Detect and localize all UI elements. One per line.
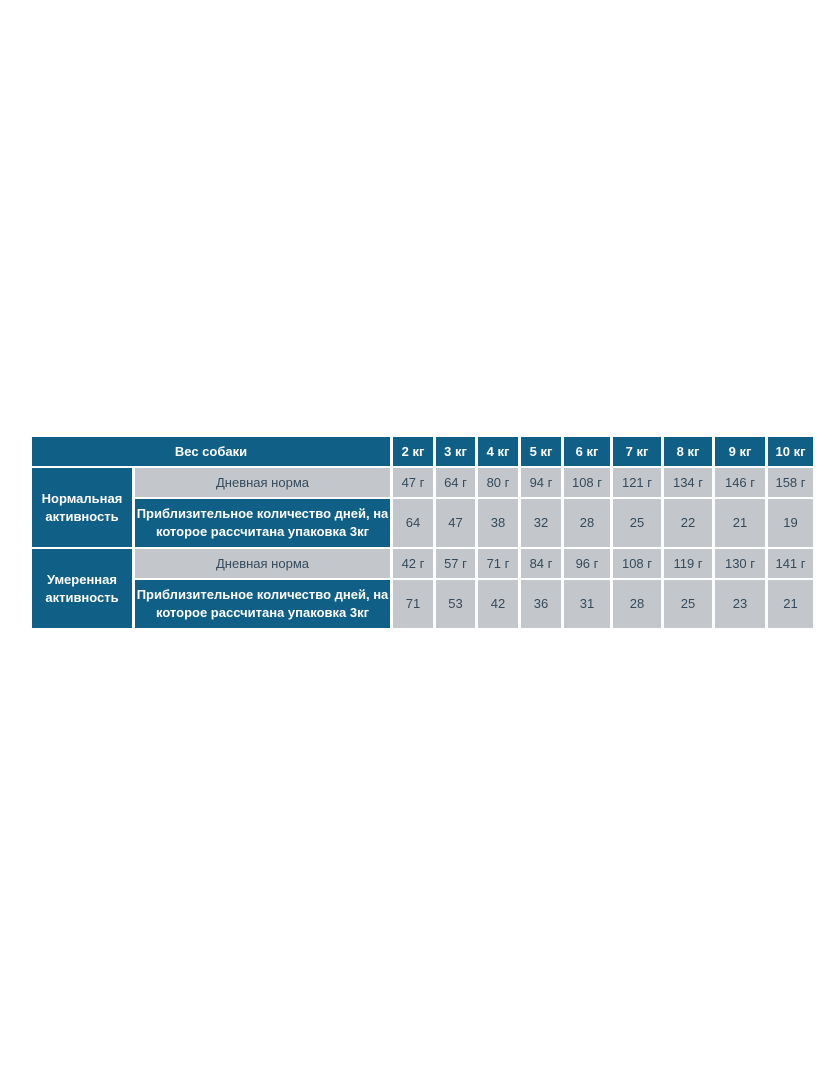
daily-norm-cell: 121 г	[613, 468, 661, 497]
daily-norm-cell: 64 г	[436, 468, 475, 497]
daily-norm-cell: 158 г	[768, 468, 813, 497]
package-days-cell: 32	[521, 499, 561, 547]
package-days-cell: 31	[564, 580, 610, 628]
package-days-cell: 47	[436, 499, 475, 547]
daily-norm-cell: 141 г	[768, 549, 813, 578]
daily-norm-cell: 130 г	[715, 549, 765, 578]
daily-norm-cell: 84 г	[521, 549, 561, 578]
daily-norm-cell: 42 г	[393, 549, 433, 578]
daily-norm-cell: 47 г	[393, 468, 433, 497]
table-row	[32, 468, 813, 497]
package-days-cell: 53	[436, 580, 475, 628]
weight-header-cell: 6 кг	[564, 437, 610, 466]
package-days-label: Приблизительное количество дней, на которое рассчитана упаковка 3кг	[135, 499, 390, 547]
weight-header-cell: 7 кг	[613, 437, 661, 466]
weight-header: Вес собаки	[32, 437, 390, 466]
package-days-cell: 23	[715, 580, 765, 628]
table-row	[32, 549, 813, 578]
daily-norm-cell: 80 г	[478, 468, 518, 497]
package-days-cell: 36	[521, 580, 561, 628]
header-row	[32, 437, 813, 466]
weight-header-cell: 2 кг	[393, 437, 433, 466]
daily-norm-cell: 57 г	[436, 549, 475, 578]
package-days-cell: 25	[664, 580, 712, 628]
package-days-cell: 25	[613, 499, 661, 547]
daily-norm-cell: 108 г	[613, 549, 661, 578]
package-days-cell: 71	[393, 580, 433, 628]
weight-header-cell: 5 кг	[521, 437, 561, 466]
package-days-cell: 21	[715, 499, 765, 547]
daily-norm-cell: 108 г	[564, 468, 610, 497]
weight-header-cell: 9 кг	[715, 437, 765, 466]
package-days-label: Приблизительное количество дней, на которое рассчитана упаковка 3кг	[135, 580, 390, 628]
package-days-cell: 28	[564, 499, 610, 547]
package-days-cell: 19	[768, 499, 813, 547]
daily-norm-cell: 134 г	[664, 468, 712, 497]
daily-norm-cell: 94 г	[521, 468, 561, 497]
daily-norm-label: Дневная норма	[135, 549, 390, 578]
weight-header-cell: 8 кг	[664, 437, 712, 466]
package-days-cell: 22	[664, 499, 712, 547]
weight-header-cell: 3 кг	[436, 437, 475, 466]
daily-norm-cell: 119 г	[664, 549, 712, 578]
weight-header-cell: 4 кг	[478, 437, 518, 466]
weight-header-cell: 10 кг	[768, 437, 813, 466]
daily-norm-label: Дневная норма	[135, 468, 390, 497]
package-days-cell: 42	[478, 580, 518, 628]
table-row	[32, 580, 813, 628]
daily-norm-cell: 71 г	[478, 549, 518, 578]
package-days-cell: 28	[613, 580, 661, 628]
package-days-cell: 38	[478, 499, 518, 547]
feeding-table	[29, 435, 816, 630]
daily-norm-cell: 146 г	[715, 468, 765, 497]
activity-group-label: Умеренная активность	[32, 549, 132, 628]
daily-norm-cell: 96 г	[564, 549, 610, 578]
activity-group-label: Нормальная активность	[32, 468, 132, 547]
package-days-cell: 64	[393, 499, 433, 547]
table-row	[32, 499, 813, 547]
package-days-cell: 21	[768, 580, 813, 628]
